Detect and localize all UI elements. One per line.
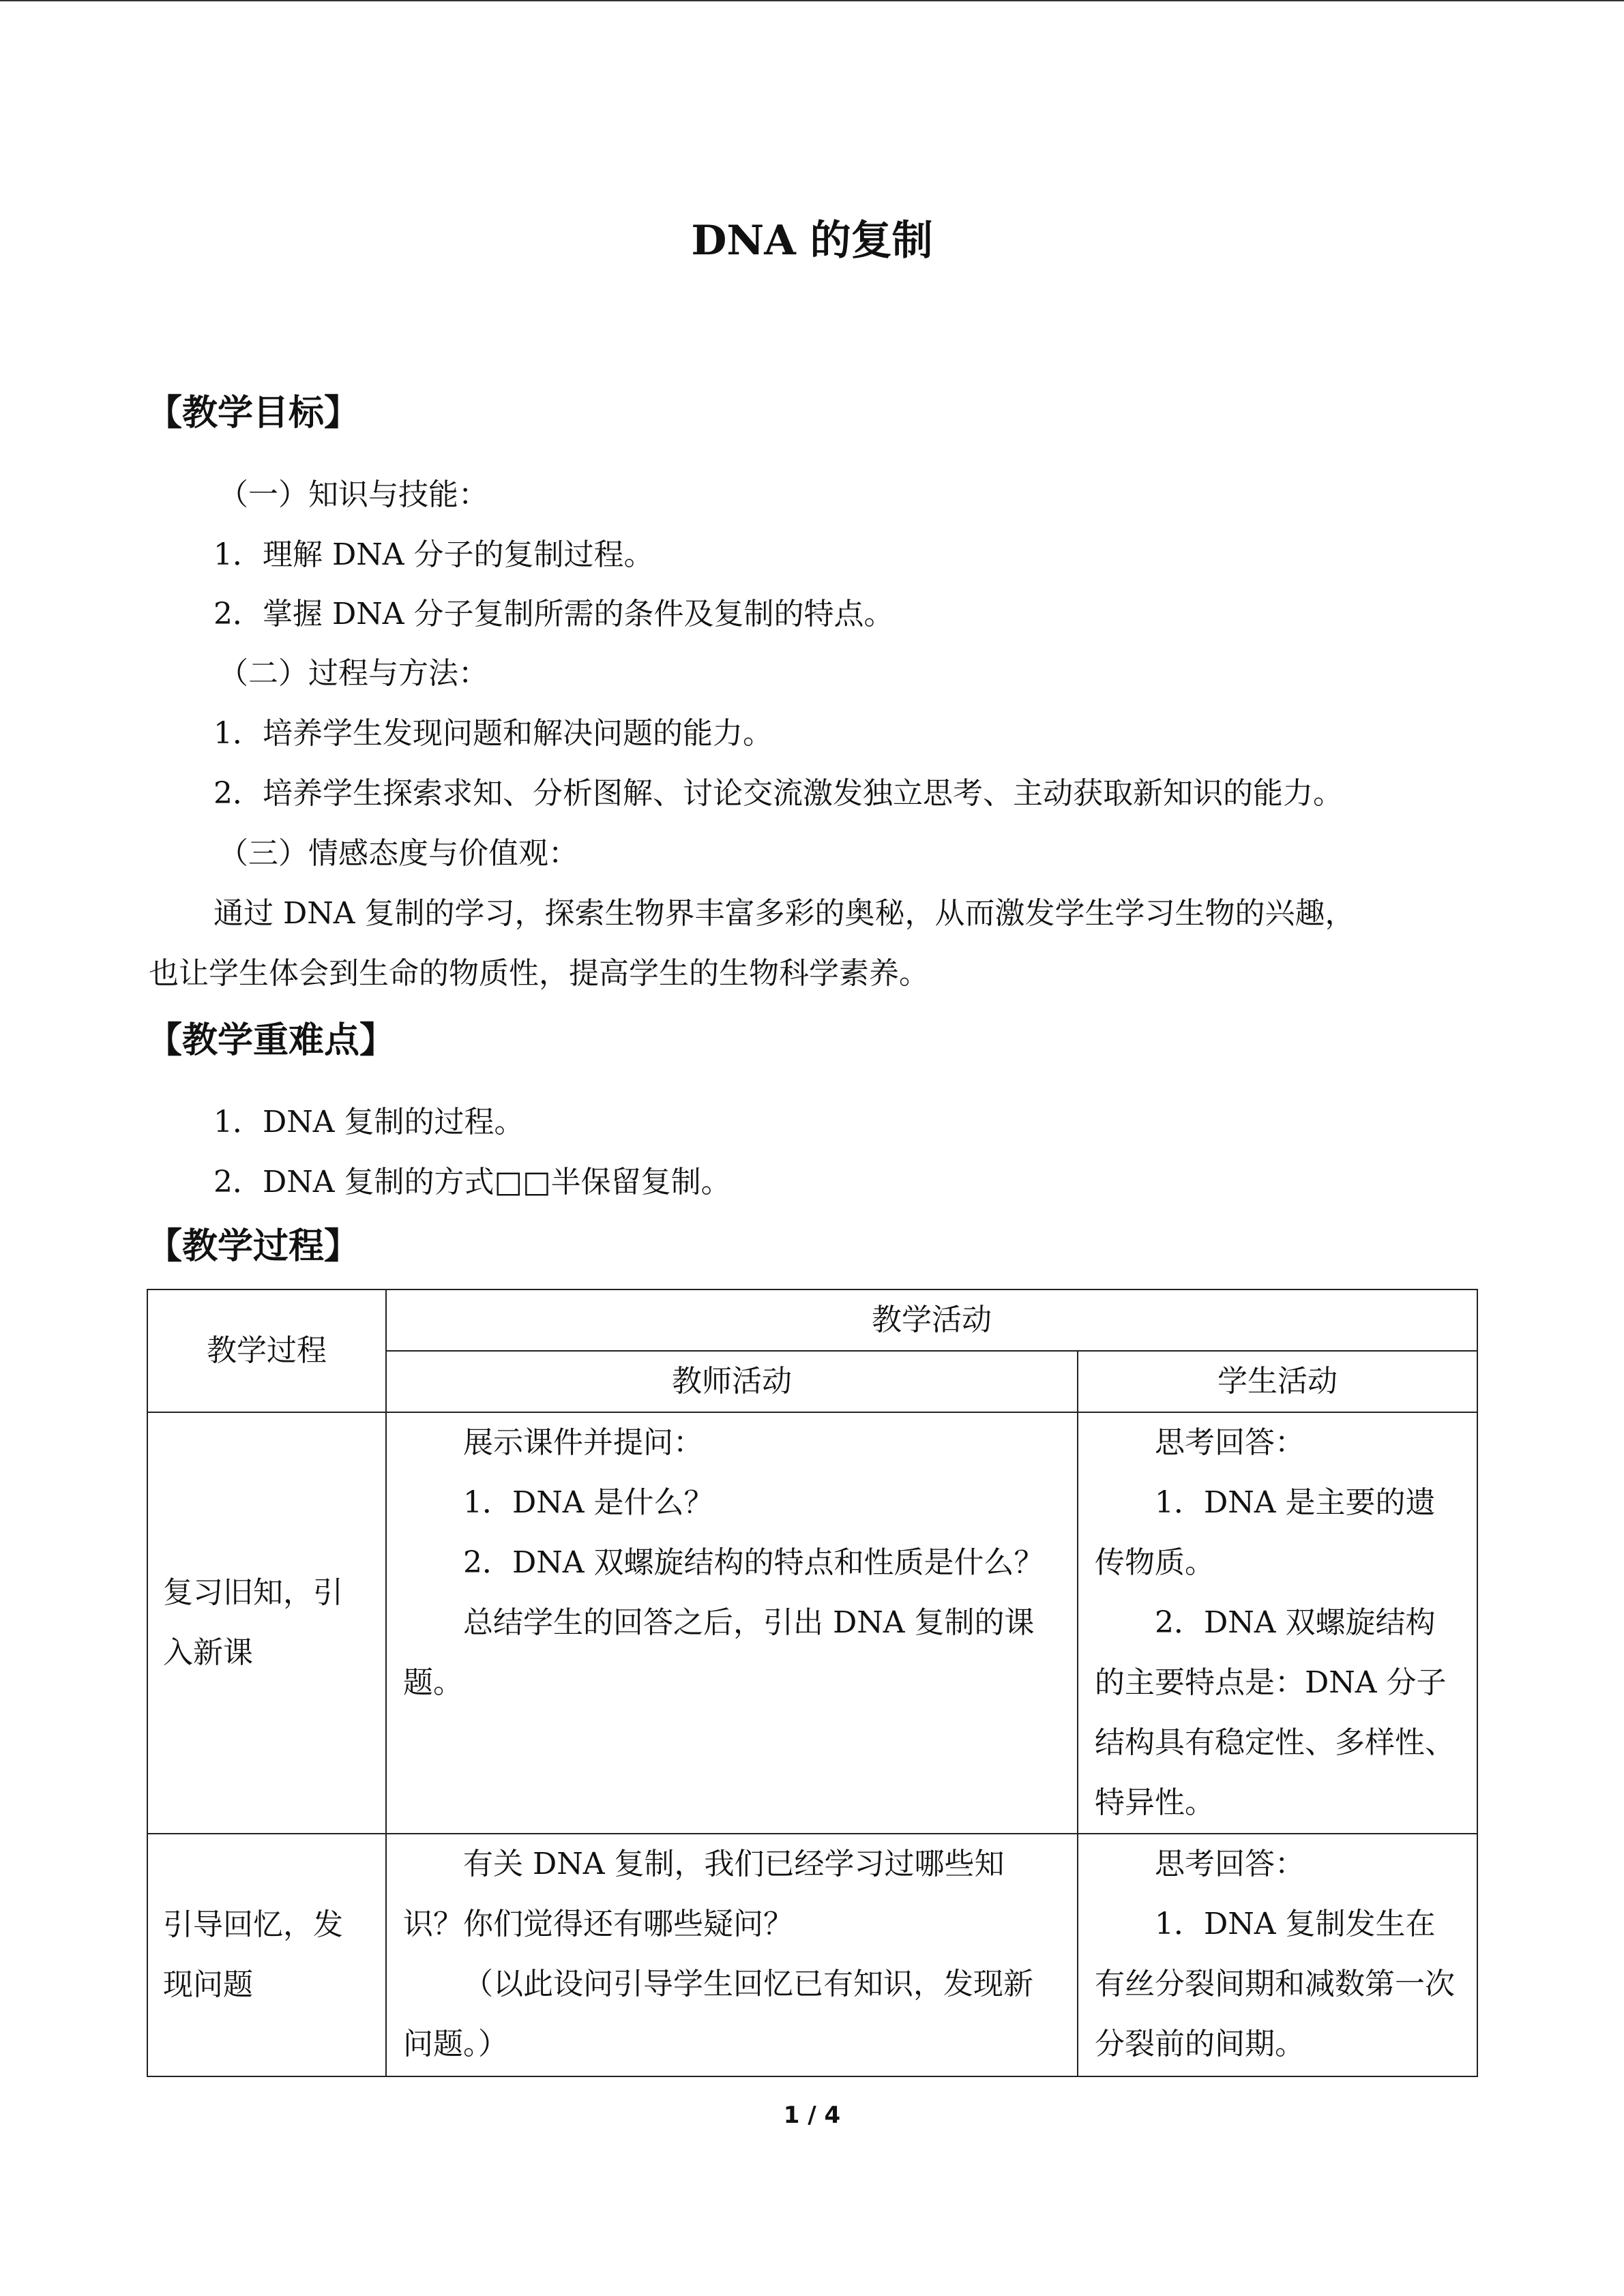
teacher-activity-cell — [386, 1412, 1078, 1834]
student-text: 1．DNA 复制发生在有丝分裂间期和减数第一次分裂前的间期。 — [1095, 1907, 1455, 2061]
teacher-text: 总结学生的回答之后，引出 DNA 复制的课题。 — [403, 1605, 1035, 1700]
key-point-line: 1．DNA 复制的过程。 — [213, 1105, 525, 1139]
teacher-text: 有关 DNA 复制，我们已经学习过哪些知识？你们觉得还有哪些疑问？ — [403, 1847, 1005, 1941]
teaching-process-table — [147, 1289, 1478, 2077]
objective-line: 1．理解 DNA 分子的复制过程。 — [213, 537, 654, 572]
header-teacher-activity: 教师活动 — [386, 1351, 1078, 1412]
objective-line: （三）情感态度与价值观： — [218, 836, 578, 871]
stage-cell: 引导回忆，发现问题 — [147, 1834, 386, 2076]
page-number: 1 / 4 — [783, 2102, 841, 2129]
header-process: 教学过程 — [147, 1289, 386, 1412]
student-text: 思考回答： — [1155, 1425, 1305, 1460]
table-row — [147, 1834, 1477, 2076]
objective-line: 2．培养学生探索求知、分析图解、讨论交流激发独立思考、主动获取新知识的能力。 — [213, 776, 1343, 811]
objective-line: （一）知识与技能： — [218, 477, 488, 512]
heading-teaching-objectives: 【教学目标】 — [147, 393, 360, 434]
student-text: 思考回答： — [1155, 1847, 1305, 1881]
student-activity-cell — [1078, 1412, 1477, 1834]
key-point-line: 2．DNA 复制的方式□□半保留复制。 — [213, 1165, 731, 1199]
teacher-text: （以此设问引导学生回忆已有知识，发现新问题。） — [403, 1967, 1033, 2061]
objective-line: 2．掌握 DNA 分子复制所需的条件及复制的特点。 — [213, 597, 894, 631]
teacher-text: 2．DNA 双螺旋结构的特点和性质是什么？ — [463, 1545, 1044, 1580]
student-text: 2．DNA 双螺旋结构的主要特点是：DNA 分子结构具有稳定性、多样性、特异性。 — [1095, 1605, 1455, 1820]
teacher-activity-cell — [386, 1834, 1078, 2076]
teacher-text: 1．DNA 是什么？ — [463, 1485, 714, 1520]
objective-line: 1．培养学生发现问题和解决问题的能力。 — [213, 716, 773, 751]
document-title: DNA 的复制 — [691, 217, 933, 265]
page-top-border — [0, 0, 1624, 1]
student-activity-cell — [1078, 1834, 1477, 2076]
teacher-text: 展示课件并提问： — [463, 1425, 703, 1460]
header-activities: 教学活动 — [386, 1289, 1477, 1351]
stage-cell: 复习旧知，引入新课 — [147, 1412, 386, 1834]
heading-teaching-process: 【教学过程】 — [147, 1226, 360, 1267]
student-text: 1．DNA 是主要的遗传物质。 — [1095, 1485, 1436, 1580]
objective-line: 通过 DNA 复制的学习，探索生物界丰富多彩的奥秘，从而激发学生学习生物的兴趣， — [213, 896, 1355, 931]
table-row — [147, 1412, 1477, 1834]
objective-line: （二）过程与方法： — [218, 656, 488, 691]
objective-line: 也让学生体会到生命的物质性，提高学生的生物科学素养。 — [149, 956, 929, 991]
heading-key-difficult-points: 【教学重难点】 — [147, 1020, 396, 1061]
header-student-activity: 学生活动 — [1078, 1351, 1477, 1412]
